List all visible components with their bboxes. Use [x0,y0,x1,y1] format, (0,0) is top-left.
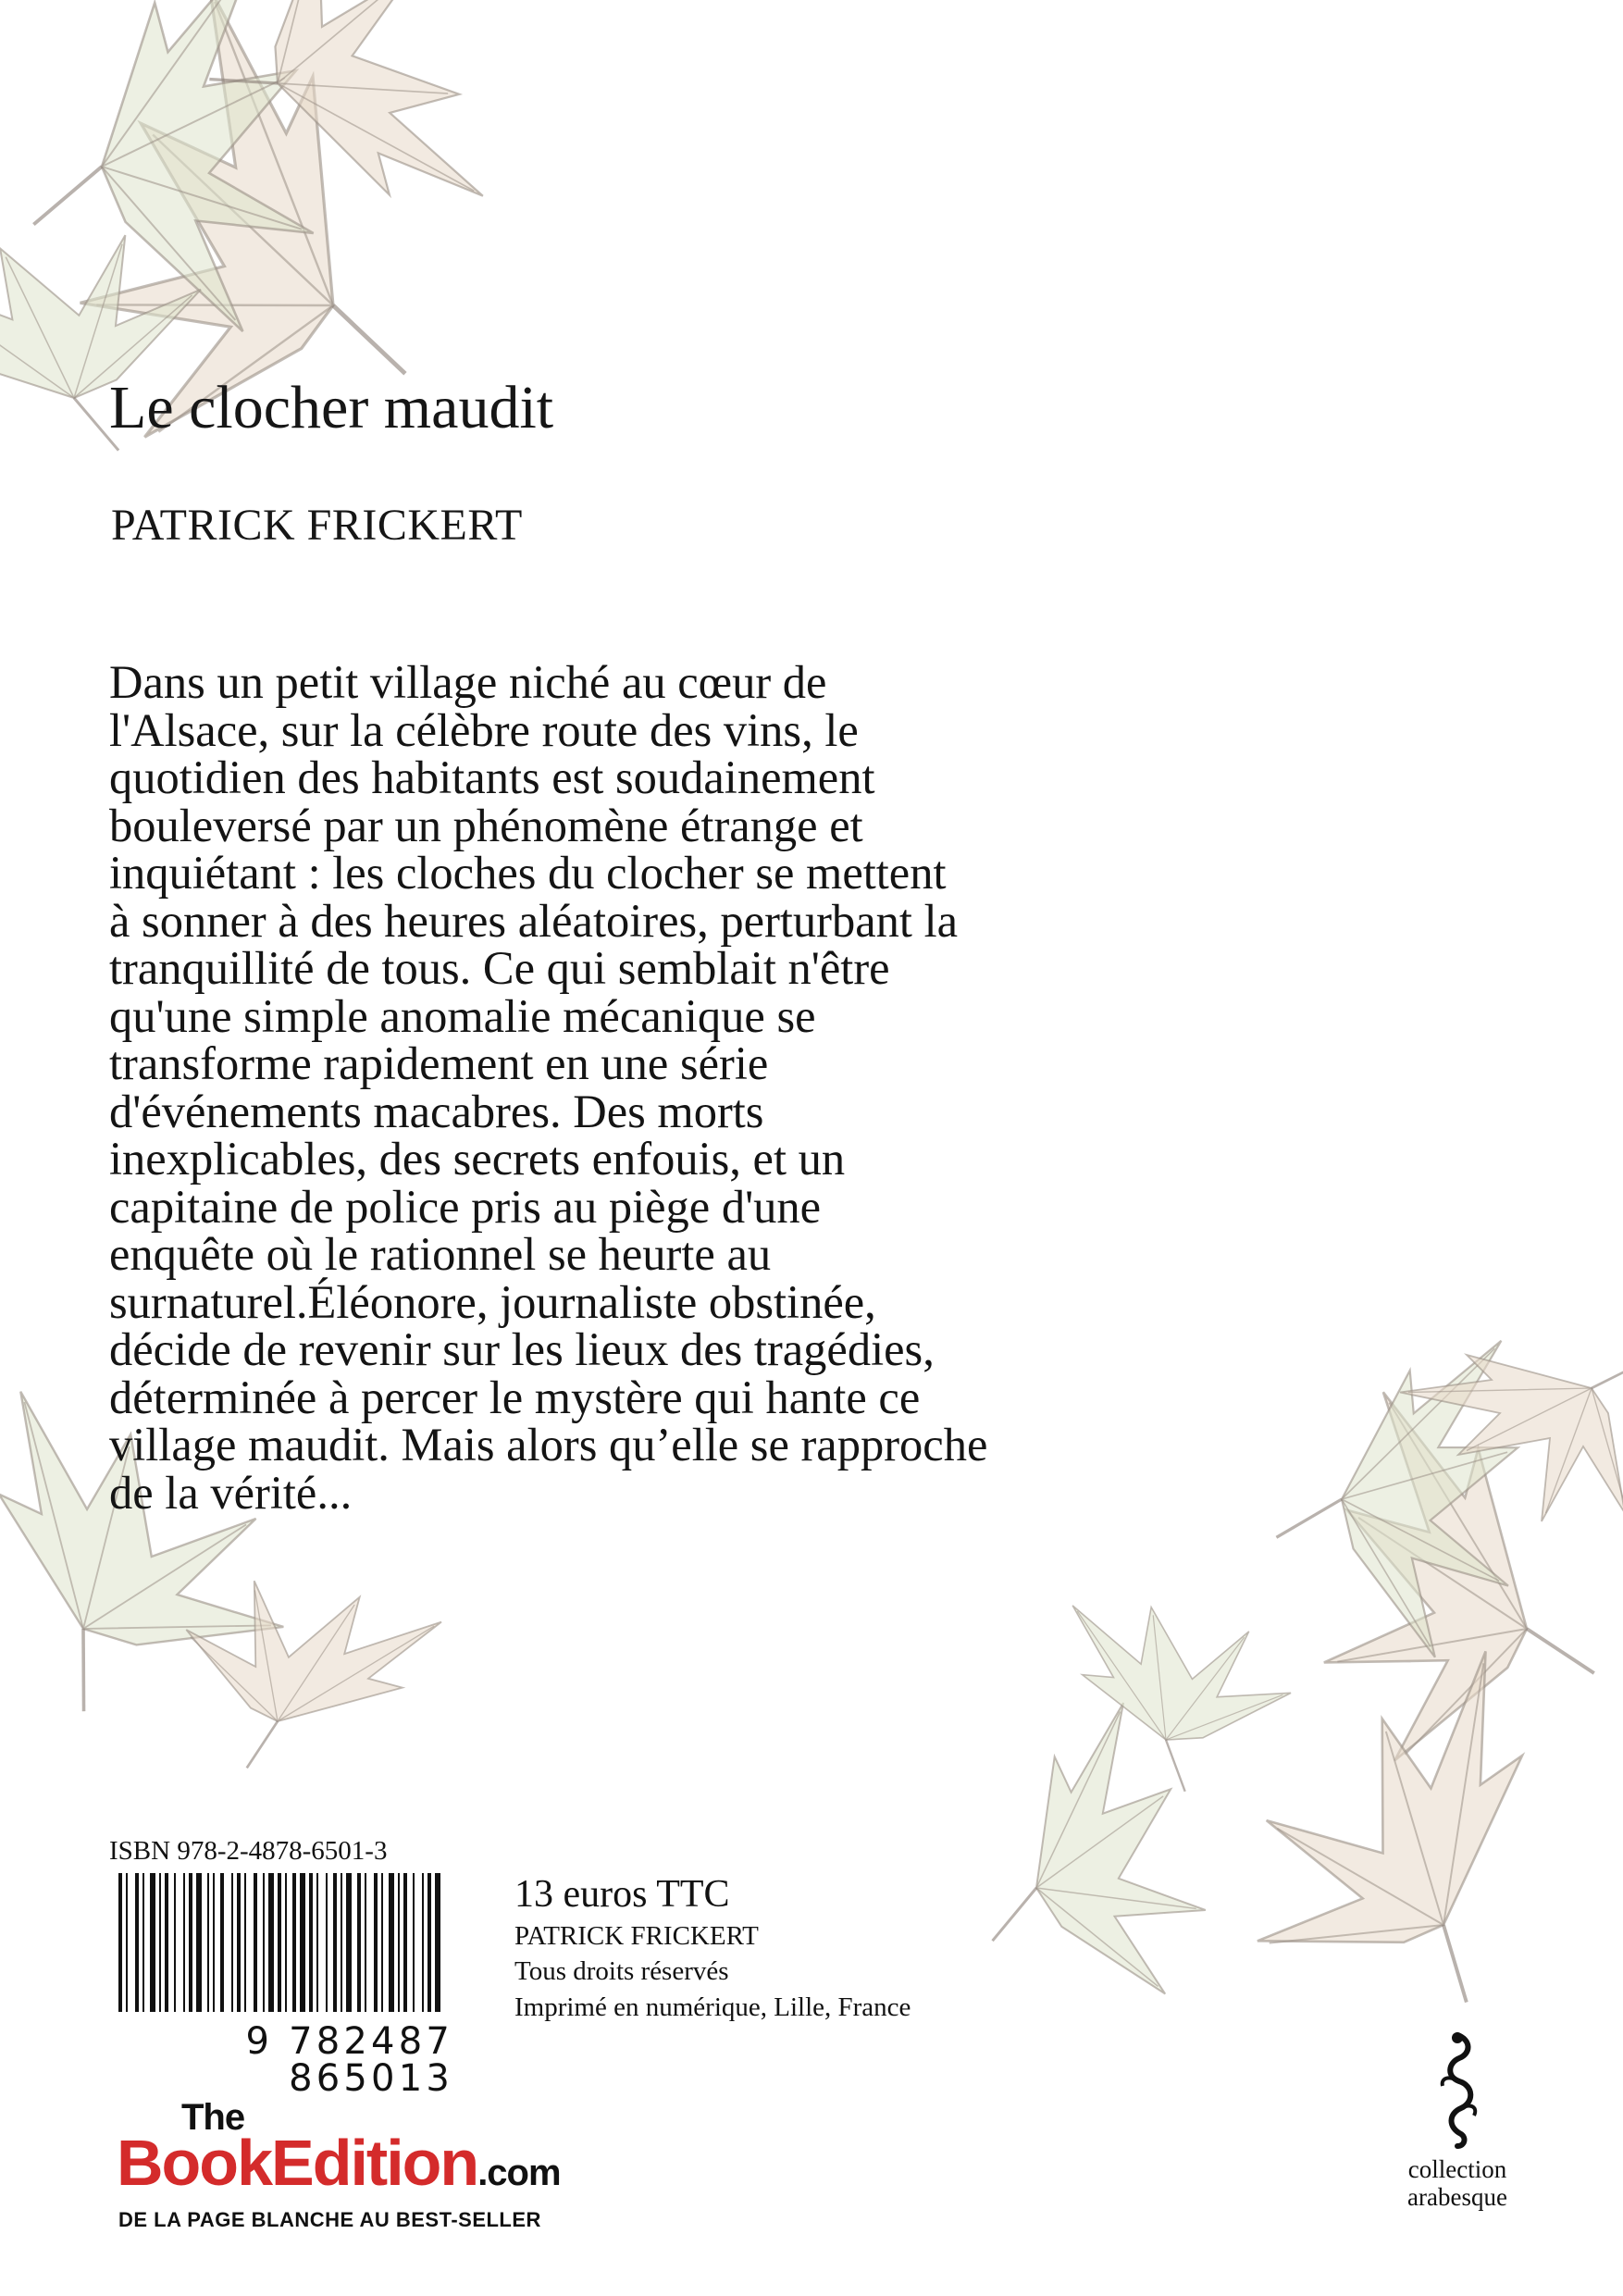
barcode-bar [213,1873,215,2012]
blurb-line: surnaturel.Éléonore, journaliste obstinée, [109,1275,876,1328]
printing-notice: Imprimé en numérique, Lille, France [514,1992,911,2022]
blurb-line: de la vérité... [109,1466,353,1519]
blurb-line: inquiétant : les cloches du clocher se mettent [109,847,947,899]
blurb-line: qu'une simple anomalie mécanique se [109,989,816,1042]
blurb-line: quotidien des habitants est soudainement [109,751,875,803]
barcode-bar [278,1873,281,2012]
barcode-bar [326,1873,328,2012]
book-title: Le clocher maudit [109,374,554,441]
barcode-digits: 9 782487 865013 [245,2020,453,2100]
barcode-bar [413,1873,415,2012]
logo-brand: BookEdition [117,2127,478,2199]
barcode-bar [220,1873,224,2012]
barcode-bar [165,1873,168,2012]
leaf-icon [988,1687,1263,2005]
barcode-bar [357,1873,361,2012]
barcode-bar [244,1873,246,2012]
logo-wordmark [117,2127,561,2199]
barcode-bar [422,1873,424,2012]
barcode-bar [403,1873,407,2012]
blurb-line: enquête où le rationnel se heurte au [109,1228,772,1280]
barcode-bar [398,1873,400,2012]
barcode-bar [207,1873,209,2012]
barcode-bar [365,1873,366,2012]
barcode-bar [292,1873,296,2012]
barcode-bar [142,1873,144,2012]
barcode-bar [159,1873,161,2012]
barcode-bar [300,1873,305,2012]
barcode-bar [183,1873,185,2012]
blurb-line: bouleversé par un phénomène étrange et [109,799,863,851]
barcode-bar [341,1873,342,2012]
book-author: PATRICK FRICKERT [111,501,523,550]
barcode-bar [118,1873,122,2012]
barcode-bar [237,1873,241,2012]
publisher-name: PATRICK FRICKERT [514,1921,759,1951]
collection-line-2: arabesque [1407,2183,1507,2211]
barcode-bar [196,1873,202,2012]
barcode-bar [150,1873,155,2012]
barcode-bar [389,1873,394,2012]
barcode-bar [135,1873,139,2012]
blurb-line: l'Alsace, sur la célèbre route des vins, le [109,703,859,756]
barcode-bar [254,1873,257,2012]
blurb-line: inexplicables, des secrets enfouis, et un [109,1133,846,1185]
barcode-bar [333,1873,337,2012]
arabesque-ornament-icon [1420,2030,1494,2151]
barcode-bar [427,1873,431,2012]
barcode-bar [189,1873,192,2012]
barcode-bar [126,1873,128,2012]
barcode-bar [174,1873,176,2012]
blurb-line: village maudit. Mais alors qu’elle se rapproche [109,1419,988,1471]
barcode-bar [374,1873,378,2012]
barcode-bar [268,1873,274,2012]
rights-notice: Tous droits réservés [514,1956,729,1986]
price: 13 euros TTC [514,1873,730,1916]
barcode-bar [381,1873,383,2012]
blurb-line: décide de revenir sur les lieux des tragédies, [109,1323,935,1375]
collection-line-1: collection [1407,2155,1507,2183]
blurb-line: tranquillité de tous. Ce qui semblait n'être [109,942,890,994]
barcode-bar [309,1873,313,2012]
leaf-icon [1044,1530,1301,1794]
blurb-line: transforme rapidement en une série [109,1037,769,1089]
logo-the: The [181,2097,245,2138]
blurb-line: d'événements macabres. Des morts [109,1085,764,1137]
barcode-bar [231,1873,233,2012]
blurb-line: à sonner à des heures aléatoires, perturbant la [109,894,959,947]
barcode-bar [435,1873,440,2012]
barcode-bar [346,1873,352,2012]
blurb-line: Dans un petit village niché au cœur de [109,656,827,708]
logo-tagline: DE LA PAGE BLANCHE AU BEST-SELLER [118,2208,541,2231]
book-blurb [109,656,1257,1519]
blurb-line: capitaine de police pris au piège d'une [109,1180,822,1233]
isbn-label: ISBN 978-2-4878-6501-3 [109,1836,388,1866]
logo-suffix: .com [477,2153,561,2193]
blurb-line: déterminée à percer le mystère qui hante ce [109,1371,921,1423]
barcode-bar [263,1873,265,2012]
barcode-bar [285,1873,287,2012]
barcode-bar [316,1873,318,2012]
collection-mark [1360,2030,1555,2211]
